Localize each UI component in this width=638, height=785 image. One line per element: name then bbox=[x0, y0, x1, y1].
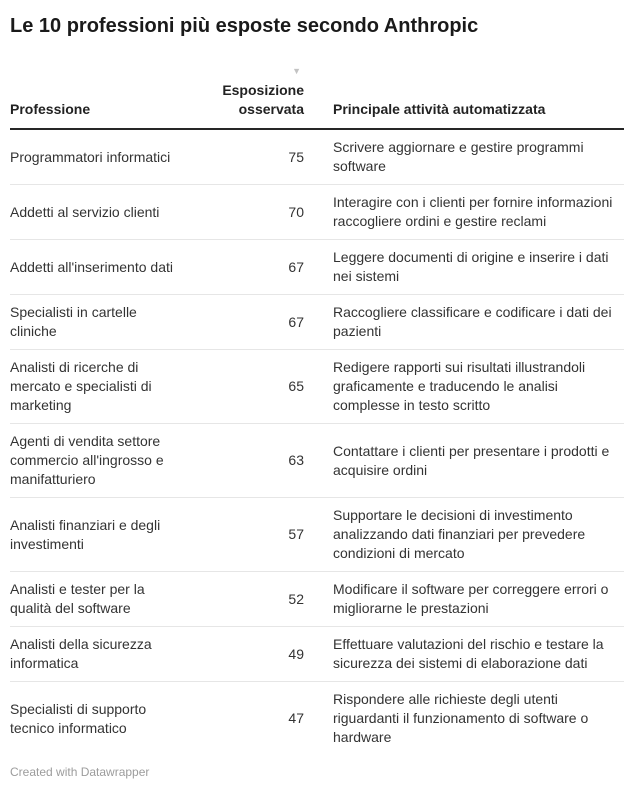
profession-cell: Addetti al servizio clienti bbox=[10, 185, 184, 240]
activity-cell: Scrivere aggiornare e gestire programmi software bbox=[304, 129, 624, 185]
professions-table bbox=[10, 64, 624, 755]
table-row bbox=[10, 185, 624, 240]
profession-cell: Specialisti in cartelle cliniche bbox=[10, 295, 184, 350]
activity-cell: Contattare i clienti per presentare i prodotti e acquisire ordini bbox=[304, 424, 624, 498]
sort-descending-icon: ▼ bbox=[292, 66, 301, 76]
table-row bbox=[10, 627, 624, 682]
datawrapper-credit-link[interactable]: Created with Datawrapper bbox=[10, 765, 150, 779]
credit-line bbox=[10, 765, 624, 780]
exposure-cell: 75 bbox=[184, 129, 304, 185]
table-row bbox=[10, 350, 624, 424]
exposure-cell: 49 bbox=[184, 627, 304, 682]
table-row bbox=[10, 240, 624, 295]
activity-cell: Rispondere alle richieste degli utenti riguardanti il funzionamento di software o hardware bbox=[333, 691, 589, 745]
profession-cell: Programmatori informatici bbox=[10, 129, 184, 185]
column-header-esposizione-label: Esposizione osservata bbox=[222, 82, 304, 117]
profession-cell: Specialisti di supporto tecnico informatico bbox=[10, 700, 147, 736]
activity-cell: Supportare le decisioni di investimento analizzando dati finanziari per prevedere condizioni di mercato bbox=[304, 498, 624, 572]
exposure-cell: 57 bbox=[184, 498, 304, 572]
exposure-cell: 47 bbox=[288, 710, 304, 726]
table-row bbox=[10, 129, 624, 185]
exposure-cell: 63 bbox=[184, 424, 304, 498]
table-row bbox=[10, 572, 624, 627]
profession-cell: Analisti e tester per la qualità del software bbox=[10, 572, 184, 627]
table-row bbox=[10, 682, 624, 756]
header-row bbox=[10, 64, 624, 129]
activity-cell: Redigere rapporti sui risultati illustrandoli graficamente e traducendo le analisi complesse in testo scritto bbox=[304, 350, 624, 424]
page-title: Le 10 professioni più esposte secondo Anthropic bbox=[10, 15, 479, 37]
activity-cell: Modificare il software per correggere errori o migliorarne le prestazioni bbox=[304, 572, 624, 627]
exposure-cell: 52 bbox=[184, 572, 304, 627]
profession-cell: Analisti finanziari e degli investimenti bbox=[10, 498, 184, 572]
table-row bbox=[10, 424, 624, 498]
exposure-cell: 67 bbox=[184, 295, 304, 350]
profession-cell: Analisti della sicurezza informatica bbox=[10, 627, 184, 682]
profession-cell: Addetti all'inserimento dati bbox=[10, 240, 184, 295]
exposure-cell: 70 bbox=[184, 185, 304, 240]
column-header-professione[interactable]: Professione bbox=[10, 64, 184, 129]
table-row bbox=[10, 498, 624, 572]
profession-cell: Analisti di ricerche di mercato e specialisti di marketing bbox=[10, 350, 184, 424]
exposure-cell: 65 bbox=[184, 350, 304, 424]
column-header-esposizione[interactable] bbox=[184, 64, 304, 129]
activity-cell: Raccogliere classificare e codificare i dati dei pazienti bbox=[304, 295, 624, 350]
activity-cell: Effettuare valutazioni del rischio e testare la sicurezza dei sistemi di elaborazione dati bbox=[304, 627, 624, 682]
exposure-cell: 67 bbox=[184, 240, 304, 295]
column-header-attivita[interactable]: Principale attività automatizzata bbox=[304, 64, 624, 129]
activity-cell: Interagire con i clienti per fornire informazioni raccogliere ordini e gestire reclami bbox=[304, 185, 624, 240]
table-row bbox=[10, 295, 624, 350]
profession-cell: Agenti di vendita settore commercio all'ingrosso e manifatturiero bbox=[10, 424, 184, 498]
activity-cell: Leggere documenti di origine e inserire i dati nei sistemi bbox=[304, 240, 624, 295]
